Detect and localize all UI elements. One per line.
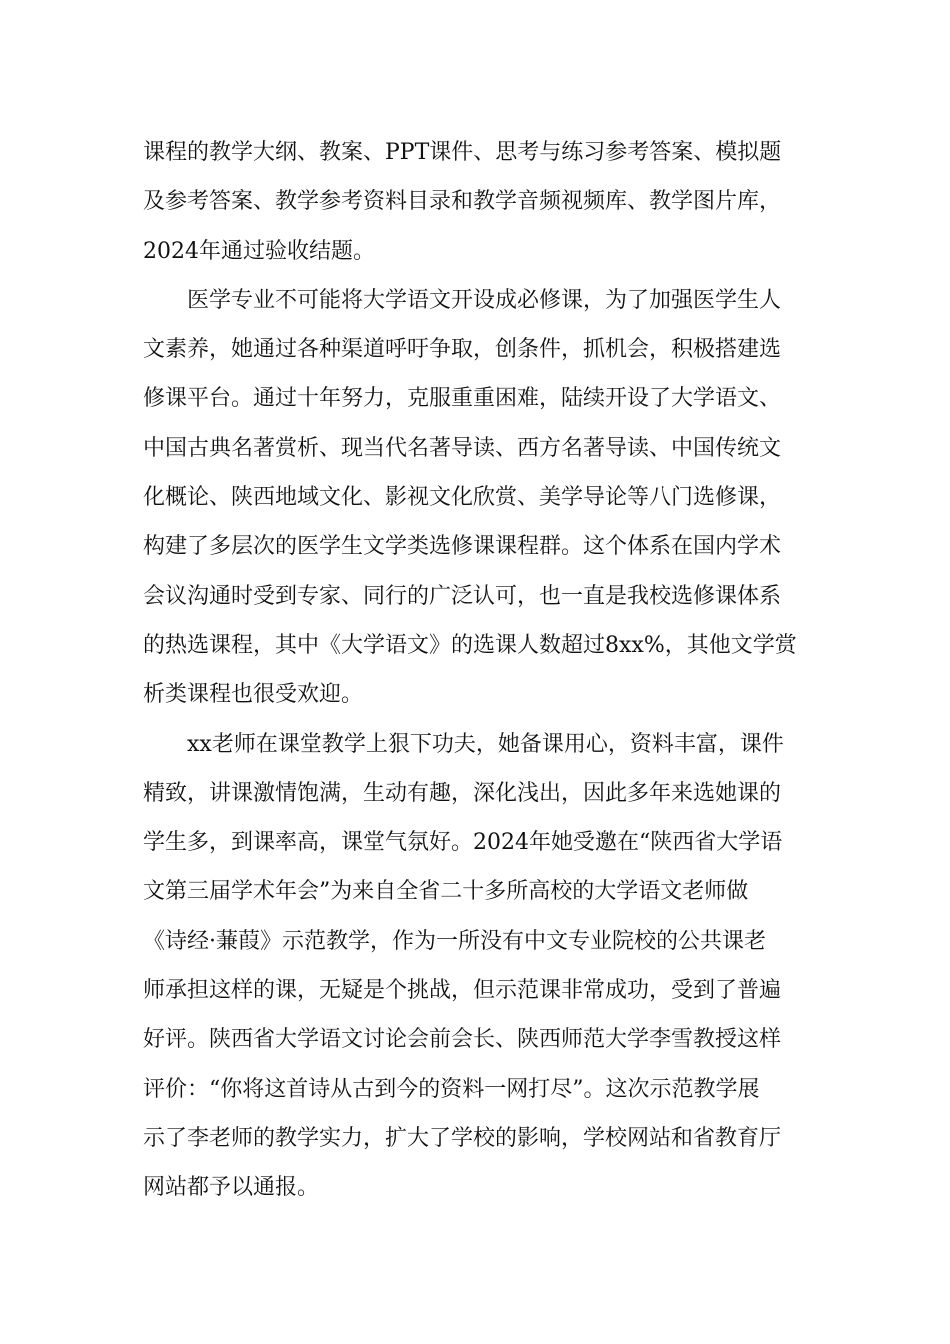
text-line: 化概论、陕西地域文化、影视文化欣赏、美学导论等八门选修课， xyxy=(143,485,782,511)
text-line: 及参考答案、教学参考资料目录和教学音频视频库、教学图片库， xyxy=(143,189,782,215)
text-line: 文素养，她通过各种渠道呼吁争取，创条件，抓机会，积极搭建选 xyxy=(143,337,782,363)
text-line: 好评。陕西省大学语文讨论会前会长、陕西师范大学李雪教授这样 xyxy=(143,1027,782,1053)
text-line: 的热选课程，其中《大学语文》的选课人数超过8xx%，其他文学赏 xyxy=(143,632,797,658)
text-line: 修课平台。通过十年努力，克服重重困难，陆续开设了大学语文、 xyxy=(143,386,782,412)
text-line: 学生多，到课率高，课堂气氛好。2024年她受邀在“陕西省大学语 xyxy=(143,830,783,856)
text-line: 文第三届学术年会”为来自全省二十多所高校的大学语文老师做 xyxy=(143,879,749,905)
text-line: 师承担这样的课，无疑是个挑战，但示范课非常成功，受到了普遍 xyxy=(143,978,782,1004)
text-line: 课程的教学大纲、教案、PPT课件、思考与练习参考答案、模拟题 xyxy=(143,140,782,165)
paragraph-first-line: 医学专业不可能将大学语文开设成必修课，为了加强医学生人 xyxy=(187,287,782,313)
document-body xyxy=(143,128,808,1213)
text-line: 构建了多层次的医学生文学类选修课课程群。这个体系在国内学术 xyxy=(143,534,782,560)
text-line: 中国古典名著赏析、现当代名著导读、西方名著导读、中国传统文 xyxy=(143,435,782,461)
text-line: 《诗经·蒹葭》示范教学，作为一所没有中文专业院校的公共课老 xyxy=(143,928,766,954)
text-line: 评价：“你将这首诗从古到今的资料一网打尽”。这次示范教学展 xyxy=(143,1076,760,1102)
text-line: 会议沟通时受到专家、同行的广泛认可，也一直是我校选修课体系 xyxy=(143,583,782,609)
text-line: 示了李老师的教学实力，扩大了学校的影响，学校网站和省教育厅 xyxy=(143,1125,782,1151)
text-line: 析类课程也很受欢迎。 xyxy=(143,682,364,708)
text-line: 网站都予以通报。 xyxy=(143,1175,320,1201)
text-line: 2024年通过验收结题。 xyxy=(143,238,375,264)
text-line: 精致，讲课激情饱满，生动有趣，深化浅出，因此多年来选她课的 xyxy=(143,780,782,806)
paragraph-first-line: xx老师在课堂教学上狠下功夫，她备课用心，资料丰富，课件 xyxy=(187,731,784,757)
